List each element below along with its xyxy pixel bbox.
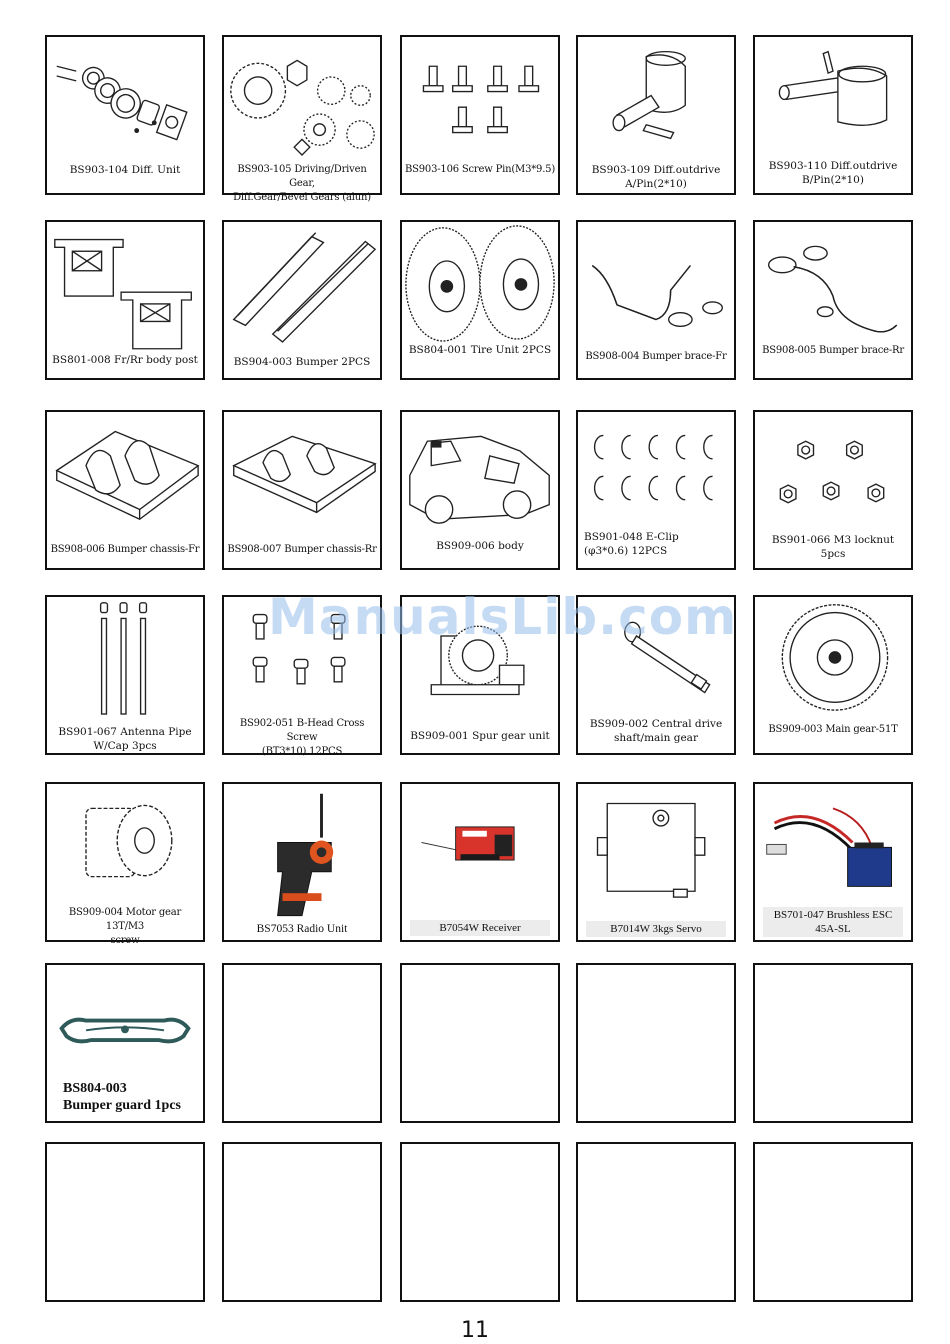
part-cell-empty xyxy=(400,963,560,1123)
part-label: BS908-005 Bumper brace-Rr xyxy=(762,345,904,356)
part-label: BS903-110 Diff.outdrive B/Pin(2*10) xyxy=(768,160,898,186)
radio-illustration xyxy=(224,784,380,940)
part-label: BS804-001 Tire Unit 2PCS xyxy=(408,344,552,356)
part-label: BS901-067 Antenna Pipe W/Cap 3pcs xyxy=(58,726,192,752)
part-cell-chassis-fr xyxy=(45,410,205,570)
part-cell-servo xyxy=(576,782,736,942)
part-cell-e-clip xyxy=(576,410,736,570)
part-cell-motor-gear xyxy=(45,782,205,946)
part-cell-body xyxy=(400,410,560,570)
part-cell-bumper-guard xyxy=(45,963,205,1123)
part-label: BS701-047 Brushless ESC 45A-SL xyxy=(763,907,903,937)
part-cell-empty xyxy=(753,963,913,1123)
part-label: BS908-004 Bumper brace-Fr xyxy=(585,351,727,362)
watermark: ManualsLib.com xyxy=(268,588,738,646)
part-cell-chassis-rr xyxy=(222,410,382,570)
part-label: BS904-003 Bumper 2PCS xyxy=(233,356,371,368)
receiver-illustration xyxy=(402,784,558,940)
part-label: BS7053 Radio Unit xyxy=(256,923,348,935)
part-cell-gears xyxy=(222,35,382,203)
part-label: BS901-048 E-Clip (φ3*0.6) 12PCS xyxy=(584,531,679,557)
part-label: BS804-003 Bumper guard 1pcs xyxy=(63,1081,181,1113)
part-label: BS902-051 B-Head Cross Screw (BT3*10) 12PCS xyxy=(239,718,365,757)
part-label: BS801-008 Fr/Rr body post xyxy=(52,354,198,366)
part-label: BS909-003 Main gear-51T xyxy=(768,724,898,735)
part-cell-cross-screw xyxy=(222,595,382,755)
part-cell-receiver xyxy=(400,782,560,942)
part-label: B7054W Receiver xyxy=(410,920,550,936)
part-cell-locknut xyxy=(753,410,913,570)
part-cell-outdrive-b xyxy=(753,35,913,195)
part-label: BS909-001 Spur gear unit xyxy=(410,730,550,742)
part-cell-empty xyxy=(753,1142,913,1302)
part-cell-spur-gear-unit xyxy=(400,595,560,755)
part-label: BS903-106 Screw Pin(M3*9.5) xyxy=(404,164,556,175)
part-cell-main-gear xyxy=(753,595,913,755)
part-label: BS909-002 Central drive shaft/main gear xyxy=(589,718,723,744)
part-cell-brace-rr xyxy=(753,220,913,380)
part-cell-empty xyxy=(222,963,382,1123)
part-cell-screw-pins xyxy=(400,35,560,195)
page-number: 11 xyxy=(461,1318,489,1343)
part-cell-radio xyxy=(222,782,382,942)
part-cell-brace-fr xyxy=(576,220,736,380)
part-cell-antenna-pipe xyxy=(45,595,205,755)
part-cell-empty xyxy=(45,1142,205,1302)
part-cell-tire xyxy=(400,220,560,380)
part-cell-esc xyxy=(753,782,913,942)
part-label: BS909-004 Motor gear 13T/M3 screw xyxy=(68,907,182,946)
part-label: BS909-006 body xyxy=(436,540,524,552)
part-cell-drive-shaft xyxy=(576,595,736,755)
part-cell-bumper xyxy=(222,220,382,380)
part-label: BS908-007 Bumper chassis-Rr xyxy=(227,544,377,555)
part-cell-outdrive-a xyxy=(576,35,736,195)
part-label: BS903-109 Diff.outdrive A/Pin(2*10) xyxy=(591,164,721,190)
part-cell-body-post xyxy=(45,220,205,380)
part-cell-empty xyxy=(222,1142,382,1302)
part-label: BS908-006 Bumper chassis-Fr xyxy=(50,544,200,555)
part-cell-empty xyxy=(400,1142,560,1302)
servo-illustration xyxy=(578,784,734,940)
part-label: BS901-066 M3 locknut 5pcs xyxy=(771,534,895,560)
part-label: B7014W 3kgs Servo xyxy=(586,921,726,937)
part-cell-empty xyxy=(576,1142,736,1302)
part-cell-empty xyxy=(576,963,736,1123)
part-label: BS903-105 Driving/Driven Gear, Diff.Gear/Bevel Gears (alun) xyxy=(233,164,371,203)
part-label: BS903-104 Diff. Unit xyxy=(69,164,181,176)
part-cell-diff-unit xyxy=(45,35,205,195)
